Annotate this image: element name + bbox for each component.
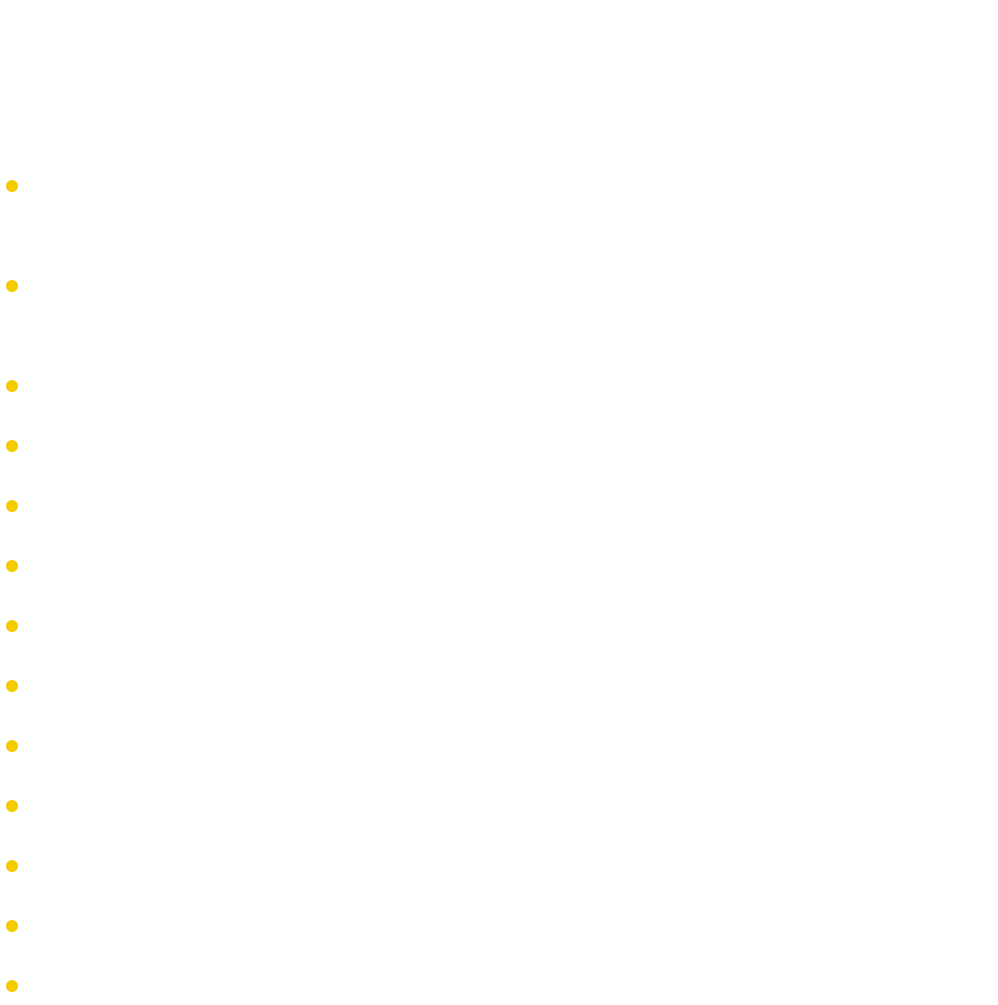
bullet-dot-icon: [6, 620, 18, 632]
list-item: [6, 980, 18, 992]
list-item: [6, 380, 18, 392]
bullet-dot-icon: [6, 280, 18, 292]
bullet-dot-icon: [6, 980, 18, 992]
list-item: [6, 860, 18, 872]
list-item: [6, 180, 18, 192]
list-item: [6, 280, 18, 292]
bullet-dot-icon: [6, 920, 18, 932]
bullet-dot-icon: [6, 380, 18, 392]
list-item: [6, 740, 18, 752]
bullet-dot-icon: [6, 860, 18, 872]
list-item: [6, 620, 18, 632]
bullet-dot-icon: [6, 800, 18, 812]
bullet-dot-icon: [6, 440, 18, 452]
list-item: [6, 920, 18, 932]
bullet-dot-icon: [6, 500, 18, 512]
list-item: [6, 800, 18, 812]
bullet-dot-icon: [6, 560, 18, 572]
bullet-dot-icon: [6, 180, 18, 192]
list-item: [6, 500, 18, 512]
bullet-dot-icon: [6, 740, 18, 752]
bullet-dot-icon: [6, 680, 18, 692]
list-item: [6, 680, 18, 692]
list-item: [6, 440, 18, 452]
list-item: [6, 560, 18, 572]
